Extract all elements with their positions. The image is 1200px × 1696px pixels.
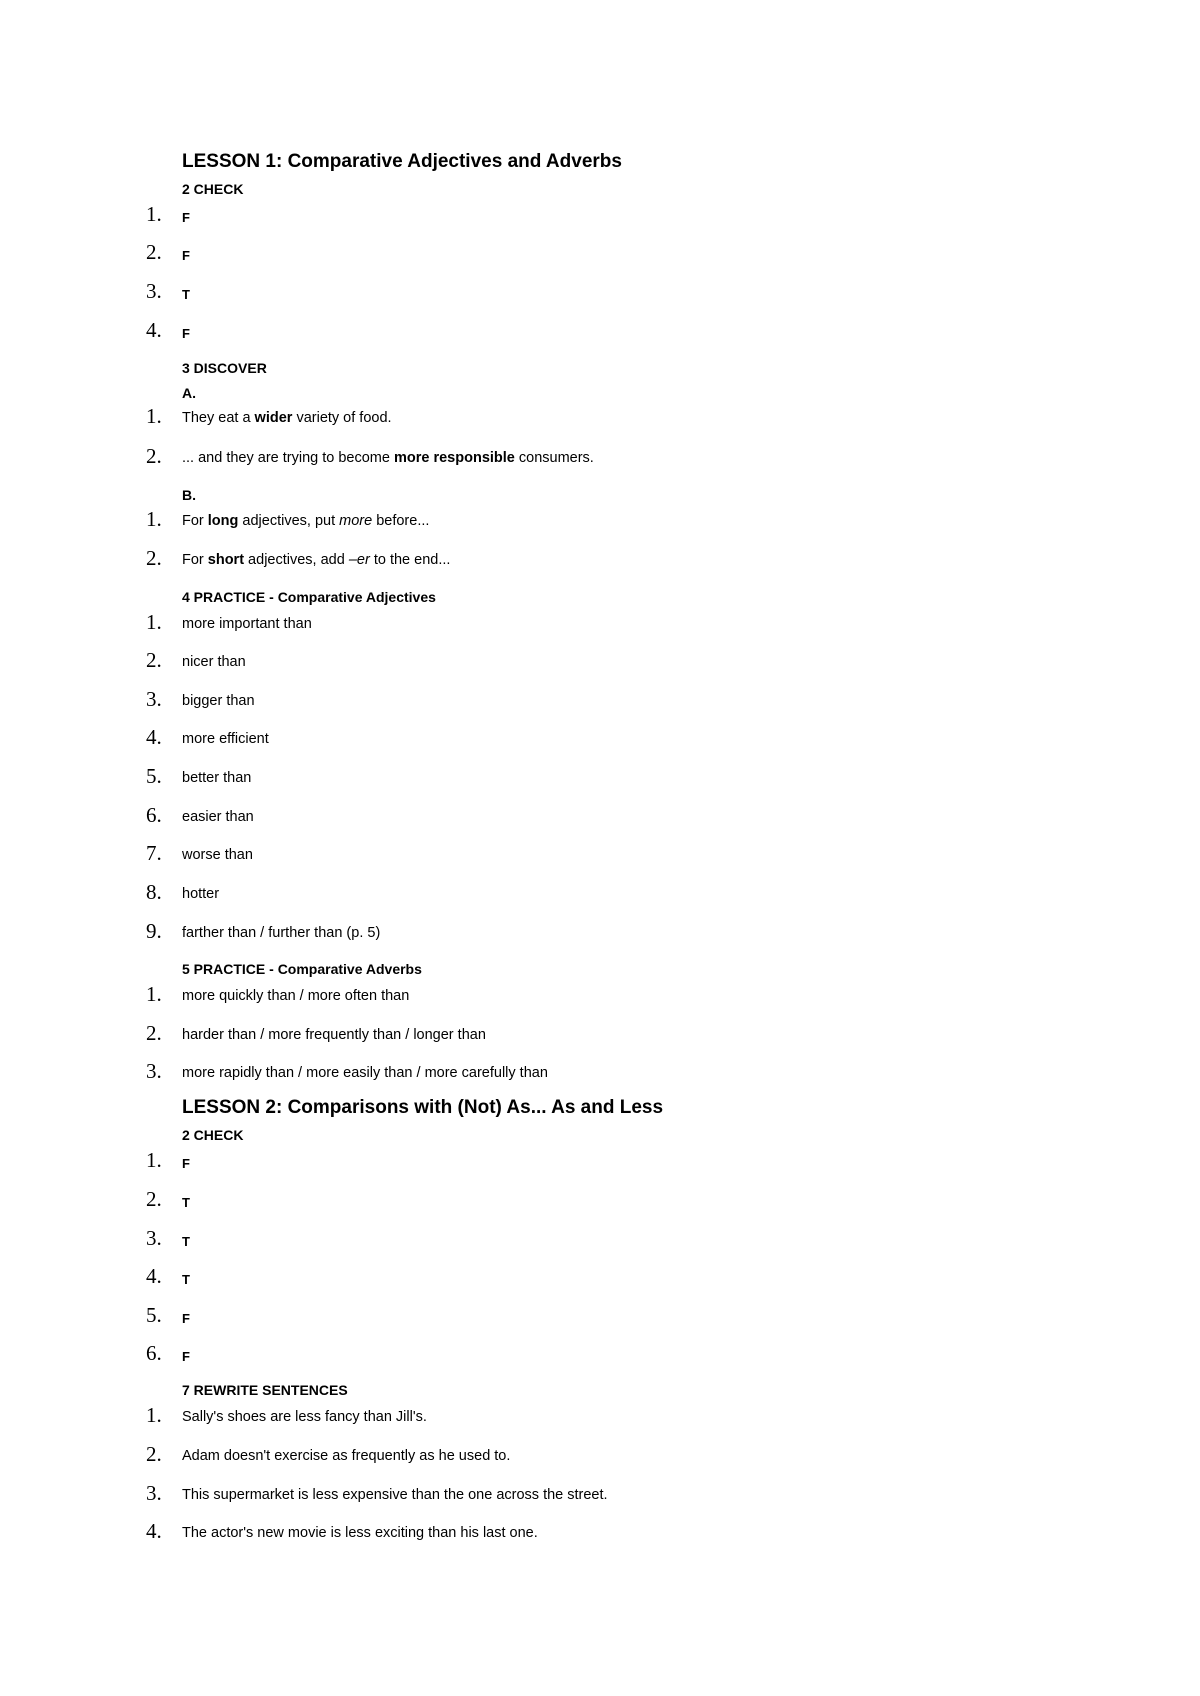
list-item: F [182,326,190,341]
list-number: 1. [146,507,162,531]
list-item: more rapidly than / more easily than / more carefully than [182,1065,548,1081]
list-item: hotter [182,886,220,902]
list-number: 6. [146,803,162,827]
list-item: harder than / more frequently than / longer than [182,1027,486,1043]
list-item: more quickly than / more often than [182,988,410,1004]
list-item: F [182,248,190,263]
list-number: 1. [146,1148,162,1172]
list-item: Adam doesn't exercise as frequently as he used to. [182,1448,511,1464]
list-number: 3. [146,687,162,711]
list-item: The actor's new movie is less exciting than his last one. [182,1525,538,1541]
list-item: T [182,287,190,302]
list-item: easier than [182,809,254,825]
list-number: 4. [146,1519,162,1543]
lesson-1-check-heading: 2 CHECK [182,181,244,197]
list-number: 1. [146,1403,162,1427]
list-item: more efficient [182,731,269,747]
list-number: 2. [146,1021,162,1045]
list-item: farther than / further than (p. 5) [182,925,381,941]
list-number: 2. [146,1187,162,1211]
lesson-1-title: LESSON 1: Comparative Adjectives and Adverbs [182,151,622,172]
list-number: 8. [146,880,162,904]
list-number: 2. [146,648,162,672]
discover-b-label: B. [182,487,196,503]
list-number: 9. [146,919,162,943]
discover-a-label: A. [182,385,196,401]
list-item: nicer than [182,654,246,670]
list-number: 3. [146,279,162,303]
list-item: F [182,210,190,225]
list-number: 2. [146,240,162,264]
list-item: bigger than [182,693,255,709]
list-number: 1. [146,982,162,1006]
list-number: 2. [146,444,162,468]
list-number: 3. [146,1059,162,1083]
list-number: 1. [146,610,162,634]
list-number: 4. [146,318,162,342]
list-item: F [182,1311,190,1326]
list-item: F [182,1156,190,1171]
list-number: 2. [146,1442,162,1466]
list-number: 4. [146,1264,162,1288]
list-number: 5. [146,1303,162,1327]
list-item: For long adjectives, put more before... [182,513,430,529]
list-item: more important than [182,616,312,632]
list-item: Sally's shoes are less fancy than Jill's. [182,1409,427,1425]
list-number: 2. [146,546,162,570]
list-item: F [182,1349,190,1364]
list-item: For short adjectives, add –er to the end... [182,552,451,568]
list-item: This supermarket is less expensive than the one across the street. [182,1487,608,1503]
list-number: 6. [146,1341,162,1365]
rewrite-sentences-heading: 7 REWRITE SENTENCES [182,1382,348,1398]
list-number: 5. [146,764,162,788]
list-number: 1. [146,404,162,428]
lesson-2-title: LESSON 2: Comparisons with (Not) As... As and Less [182,1097,664,1118]
lesson-2-check-heading: 2 CHECK [182,1127,244,1143]
list-number: 3. [146,1226,162,1250]
list-item: They eat a wider variety of food. [182,410,392,426]
list-item: T [182,1234,190,1249]
list-item: T [182,1195,190,1210]
list-item: T [182,1272,190,1287]
list-item: better than [182,770,252,786]
practice-adverbs-heading: 5 PRACTICE - Comparative Adverbs [182,961,422,977]
lesson-1-discover-heading: 3 DISCOVER [182,360,267,376]
list-number: 1. [146,202,162,226]
practice-adjectives-heading: 4 PRACTICE - Comparative Adjectives [182,589,436,605]
list-item: worse than [182,847,253,863]
list-item: ... and they are trying to become more responsible consumers. [182,450,594,466]
list-number: 7. [146,841,162,865]
list-number: 3. [146,1481,162,1505]
list-number: 4. [146,725,162,749]
